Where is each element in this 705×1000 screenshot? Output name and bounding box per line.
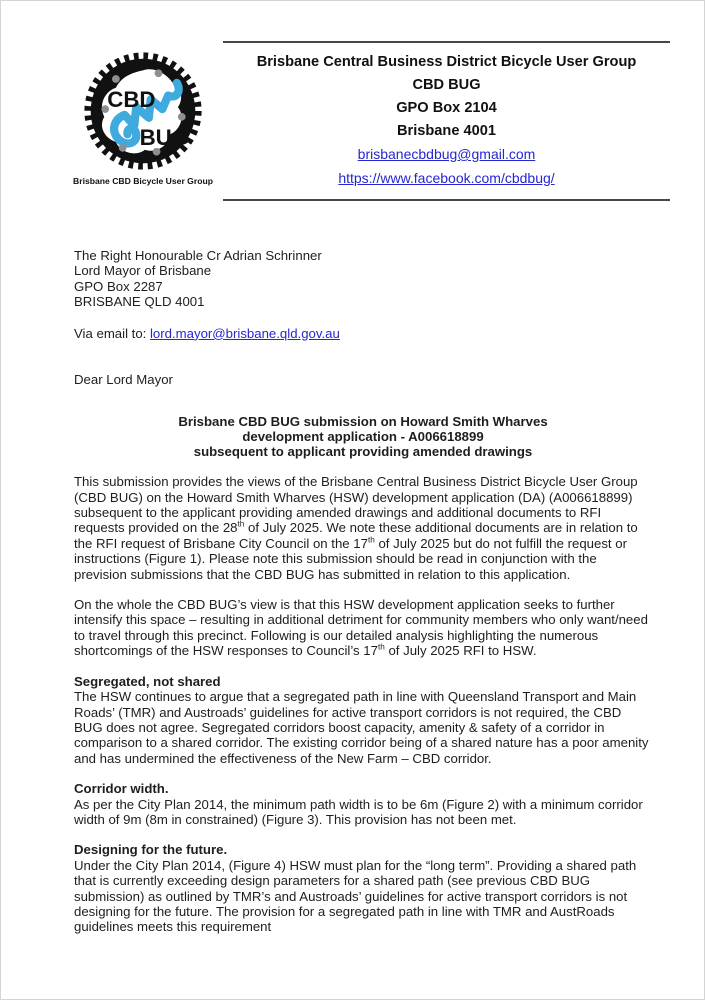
section-body-segregated: The HSW continues to argue that a segregated path in line with Queensland Transport and Main Roads’ (TMR) and Austroads’ guidelines for active transport corridors is not required, the CBD BUG does not agree. Segregated corridors boost capacity, amenity & safety of a corridor in comparison to a shared corridor. The existing corridor being of a shared nature has a poor amenity and has undermined the effectiveness of the New Farm – CBD corridor.: [74, 689, 649, 766]
org-address-block: [223, 41, 670, 201]
logo-caption: Brisbane CBD Bicycle User Group: [73, 176, 213, 186]
recipient-name: The Right Honourable Cr Adrian Schrinner: [74, 248, 322, 263]
paragraph-overview: On the whole the CBD BUG’s view is that this HSW development application seeks to further intensify this space – resulting in additional detriment for community members who only want/need to travel through this precinct. Following is our detailed analysis highlighting the numerous shortcomings of the HSW responses to Council’s 17th of July 2025 RFI to HSW.: [74, 597, 648, 659]
org-email-link[interactable]: brisbanecbdbug@gmail.com: [357, 146, 536, 162]
logo-bug-text: BUG: [139, 124, 190, 150]
section-heading-designing-future: Designing for the future.: [74, 842, 228, 858]
org-po-box: GPO Box 2104: [396, 100, 497, 116]
letter-body: [74, 248, 652, 935]
recipient-title: Lord Mayor of Brisbane: [74, 263, 212, 279]
paragraph-intro: This submission provides the views of the Brisbane Central Business District Bicycle User Group (CBD BUG) on the Howard Smith Wharves (HSW) development application (DA) (A006618899) subsequent to the applicant providing amended drawings and additional documents to RFI requests provided on the 28th of July 2025. We note these additional documents are in relation to the RFI request of Brisbane City Council on the 17th of July 2025 but do not fulfill the request or instructions (Figure 1). Please note this submission should be read in conjunction with the prevision submissions that the CBD BUG has submitted in relation to this application.: [74, 474, 638, 582]
recipient-city: BRISBANE QLD 4001: [74, 294, 205, 310]
letter-title: [74, 415, 652, 459]
salutation: Dear Lord Mayor: [74, 372, 173, 388]
header-rule-bottom: [223, 199, 670, 201]
cbd-bug-logo: [73, 49, 213, 186]
section-heading-corridor-width: Corridor width.: [74, 781, 169, 797]
title-line-2: development application - A006618899: [242, 429, 484, 445]
org-facebook-link[interactable]: https://www.facebook.com/cbdbug/: [338, 169, 555, 186]
title-line-3: subsequent to applicant providing amended drawings: [193, 443, 533, 459]
mayor-email-link[interactable]: lord.mayor@brisbane.qld.gov.au: [150, 325, 340, 341]
org-city: Brisbane 4001: [397, 123, 496, 139]
org-name: Brisbane Central Business District Bicycle User Group: [256, 54, 637, 70]
section-heading-segregated: Segregated, not shared: [74, 673, 221, 689]
org-abbreviation: CBD BUG: [412, 77, 481, 93]
logo-cbd-text: CBD: [107, 87, 156, 113]
via-email-line: [74, 326, 652, 341]
cbd-bug-logo-graphic: [81, 49, 205, 173]
recipient-block: [74, 248, 652, 310]
section-body-corridor-width: As per the City Plan 2014, the minimum path width is to be 6m (Figure 2) with a minimum corridor width of 9m (8m in constrained) (Figure 3). This provision has not been met.: [74, 796, 643, 827]
recipient-po-box: GPO Box 2287: [74, 278, 163, 294]
section-body-designing-future: Under the City Plan 2014, (Figure 4) HSW must plan for the “long term”. Providing a shared path that is currently exceeding design parameters for a shared path (see previous CBD BUG submission) as outlined by TMR’s and Austroads’ guidelines for active transport corridors is not designing for the future. The provision for a segregated path in line with TMR and AustRoads guidelines meets this requirement: [74, 857, 637, 935]
title-line-1: Brisbane CBD BUG submission on Howard Smith Wharves: [178, 414, 548, 430]
via-email-label: Via email to:: [74, 325, 150, 341]
